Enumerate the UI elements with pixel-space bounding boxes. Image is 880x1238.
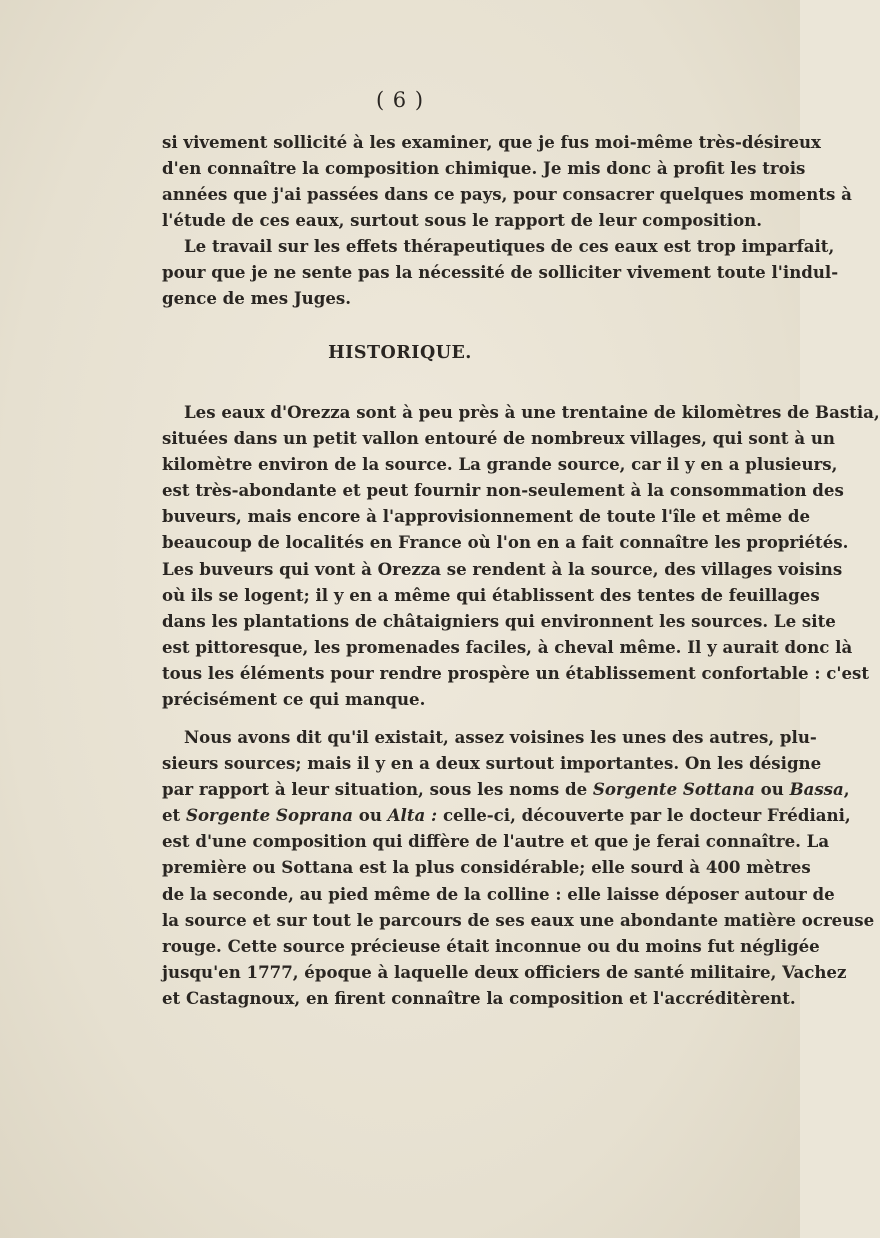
text-line: rouge. Cette source précieuse était inconnue ou du moins fut négligée xyxy=(162,935,820,956)
text-line: situées dans un petit vallon entouré de nombreux villages, qui sont à un xyxy=(162,428,835,449)
text-line: jusqu'en 1777, époque à laquelle deux officiers de santé militaire, Vachez xyxy=(162,961,847,982)
paragraph-sources xyxy=(162,724,875,1011)
text-line: années que j'ai passées dans ce pays, pour consacrer quelques moments à xyxy=(162,184,852,205)
text-run: ou xyxy=(352,805,388,826)
text-line: d'en connaître la composition chimique. Je mis donc à profit les trois xyxy=(162,158,806,179)
text-line: et Castagnoux, en firent connaître la composition et l'accréditèrent. xyxy=(162,987,796,1008)
text-run: ou xyxy=(754,779,790,800)
text-line: où ils se logent; il y en a même qui établissent des tentes de feuillages xyxy=(162,584,820,605)
source-name-italic: Sorgente Sottana xyxy=(592,779,755,800)
text-line: buveurs, mais encore à l'approvisionnement de toute l'île et même de xyxy=(162,506,811,527)
text-line: Les buveurs qui vont à Orezza se rendent à la source, des villages voisins xyxy=(162,558,843,579)
text-line: kilomètre environ de la source. La grande source, car il y en a plusieurs, xyxy=(162,454,838,475)
text-line: beaucoup de localités en France où l'on en a fait connaître les propriétés. xyxy=(162,532,849,553)
text-run: , xyxy=(843,779,850,800)
text-run: et xyxy=(162,805,186,826)
section-heading: HISTORIQUE. xyxy=(328,343,472,363)
text-line: Le travail sur les effets thérapeutiques de ces eaux est trop imparfait, xyxy=(184,236,835,256)
paragraph-intro-continued xyxy=(162,129,852,233)
text-line: est d'une composition qui diffère de l'autre et que je ferai connaître. La xyxy=(162,831,830,852)
source-name-italic: Bassa xyxy=(789,779,844,800)
paragraph-orezza-description xyxy=(162,399,880,712)
text-line xyxy=(162,776,850,802)
paragraph-apology xyxy=(162,233,839,311)
page-number: ( 6 ) xyxy=(375,88,425,112)
text-line: si vivement sollicité à les examiner, que je fus moi-même très-désireux xyxy=(162,132,821,152)
text-line: dans les plantations de châtaigniers qui environnent les sources. Le site xyxy=(162,610,836,631)
text-line: est pittoresque, les promenades faciles, à cheval même. Il y aurait donc là xyxy=(162,636,853,657)
text-line: tous les éléments pour rendre prospère un établissement confortable : c'est xyxy=(162,662,870,683)
source-name-italic: Alta : xyxy=(387,805,438,826)
text-run: celle-ci, découverte par le docteur Frédiani, xyxy=(437,805,851,826)
text-line xyxy=(162,802,851,828)
text-run: par rapport à leur situation, sous les noms de xyxy=(162,779,593,800)
text-line: la source et sur tout le parcours de ses eaux une abondante matière ocreuse xyxy=(162,909,875,930)
text-line: Nous avons dit qu'il existait, assez voisines les unes des autres, plu- xyxy=(184,727,817,747)
text-line: pour que je ne sente pas la nécessité de solliciter vivement toute l'indul- xyxy=(162,262,839,283)
text-line: gence de mes Juges. xyxy=(162,288,352,309)
source-name-italic: Sorgente Soprana xyxy=(186,805,353,826)
text-line: précisément ce qui manque. xyxy=(162,689,426,710)
text-line: sieurs sources; mais il y en a deux surtout importantes. On les désigne xyxy=(162,753,822,774)
text-line: première ou Sottana est la plus considérable; elle sourd à 400 mètres xyxy=(162,857,811,878)
text-line: Les eaux d'Orezza sont à peu près à une trentaine de kilomètres de Bastia, xyxy=(184,402,880,422)
text-line: l'étude de ces eaux, surtout sous le rapport de leur composition. xyxy=(162,210,763,231)
text-line: est très-abondante et peut fournir non-seulement à la consommation des xyxy=(162,480,844,501)
text-line: de la seconde, au pied même de la colline : elle laisse déposer autour de xyxy=(162,883,835,904)
